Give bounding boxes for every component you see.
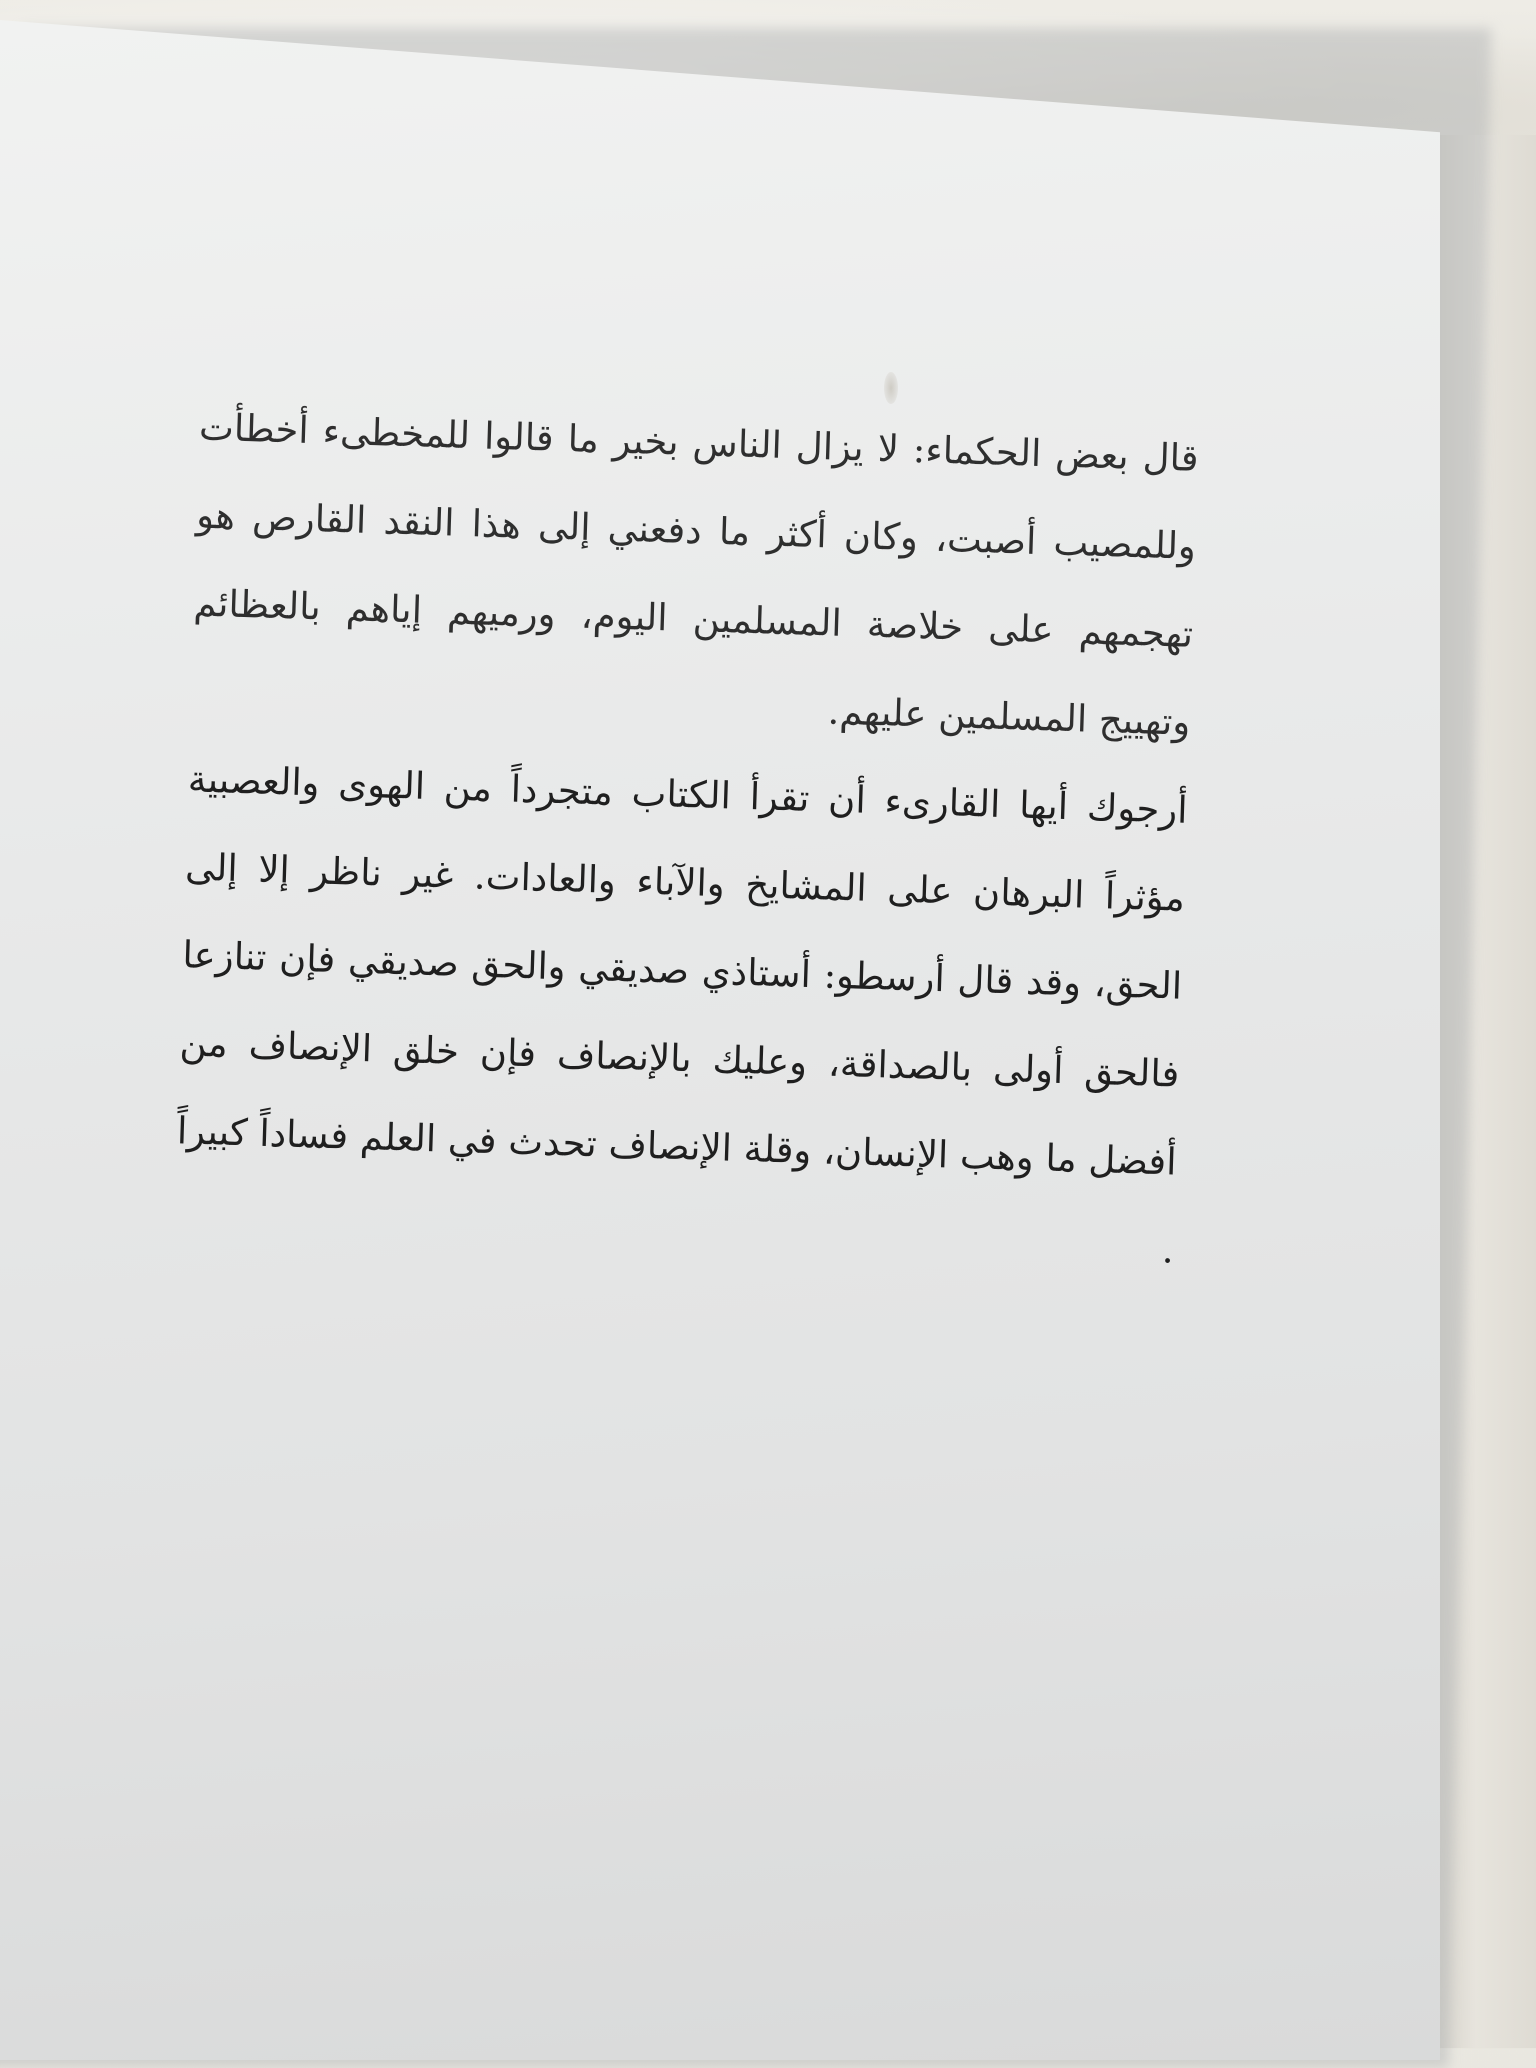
paragraph-quote-wise-men: قال بعض الحكماء: لا يزال الناس بخير ما قالوا للمخطىء أخطأت وللمصيب أصبت، وكان أكثر ما دفعني إلى هذا النقد القارص هو تهجمهم على خلاصة المسلمين اليوم، ورميهم إياهم بالعظائم وتهييج المسلمين عليهم. — [192, 405, 1200, 744]
page-text — [173, 384, 1200, 1295]
paper-speck — [884, 372, 898, 404]
paragraph-appeal-to-reader: أرجوك أيها القارىء أن تقرأ الكتاب متجرداً من الهوى والعصبية مؤثراً البرهان على المشايخ والآباء والعادات. غير ناظر إلا إلى الحق، وقد قال أرسطو: أستاذي صديقي والحق صديقي فإن تنازعا فالحق أولى بالصداقة، وعليك بالإنصاف فإن خلق الإنصاف من أفضل ما وهب الإنسان، وقلة الإنصاف تحدث في العلم فساداً كبيراً . — [176, 757, 1189, 1272]
